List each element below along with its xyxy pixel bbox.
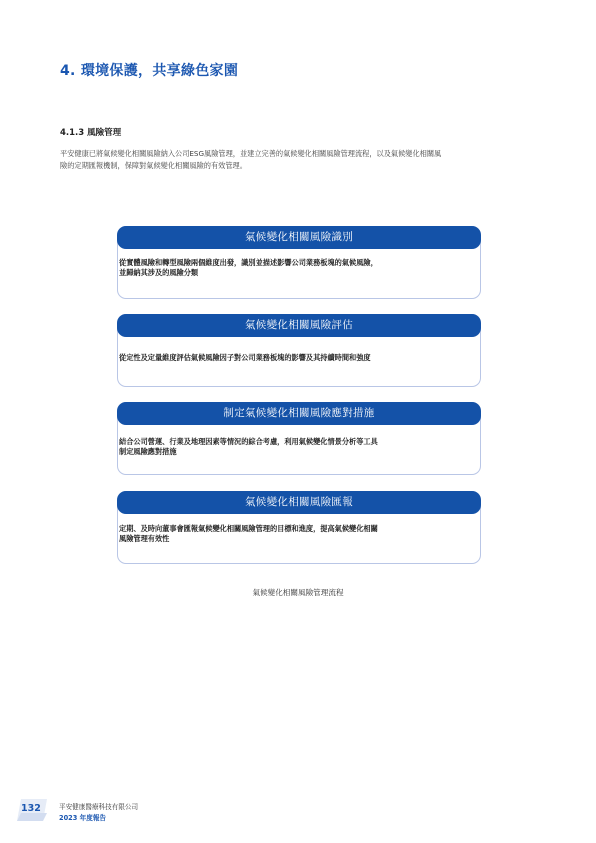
intro-line: 平安健康已將氣候變化相關風險納入公司ESG風險管理，並建立完善的氣候變化相關風險管理流程，以及氣候變化相關風: [60, 149, 442, 158]
intro-paragraph: [60, 148, 540, 172]
flow-step-line: 從實體風險和轉型風險兩個維度出發，識別並描述影響公司業務板塊的氣候風險，: [119, 258, 378, 267]
flow-step-title: 氣候變化相關風險識別: [117, 226, 481, 249]
flow-step-response: [117, 402, 481, 475]
flow-step-line: 從定性及定量維度評估氣候風險因子對公司業務板塊的影響及其持續時間和強度: [119, 353, 371, 362]
page-number: 132: [21, 803, 41, 814]
flow-step-identification: [117, 226, 481, 299]
flow-step-description: [118, 524, 387, 544]
section-title: 4. 環境保護，共享綠色家園: [60, 63, 239, 79]
footer-company: 平安健康醫療科技有限公司: [59, 803, 139, 811]
flow-step-line: 定期、及時向董事會匯報氣候變化相關風險管理的目標和進度，提高氣候變化相關: [119, 524, 378, 533]
footer-report-title: 2023 年度報告: [59, 814, 107, 822]
flow-step-title: 制定氣候變化相關風險應對措施: [117, 402, 481, 425]
flow-step-line: 並歸納其涉及的風險分類: [119, 268, 199, 277]
flow-step-reporting: [117, 491, 481, 564]
flow-step-title: 氣候變化相關風險評估: [117, 314, 481, 337]
flow-step-description: [118, 258, 387, 278]
flow-step-line: 結合公司營運、行業及地理因素等情況的綜合考慮，利用氣候變化情景分析等工具: [119, 437, 378, 446]
flow-step-assessment: [117, 314, 481, 387]
figure-caption: 氣候變化相關風險管理流程: [252, 588, 344, 597]
flow-step-line: 風險管理有效性: [119, 534, 170, 543]
flow-step-description: [118, 437, 387, 457]
intro-line: 險的定期匯報機制，保障對氣候變化相關風險的有效管理。: [60, 161, 247, 170]
flow-step-description: [118, 353, 380, 363]
flow-step-line: 制定風險應對措施: [119, 447, 177, 456]
subsection-title: 4.1.3 風險管理: [60, 128, 122, 138]
flow-step-title: 氣候變化相關風險匯報: [117, 491, 481, 514]
